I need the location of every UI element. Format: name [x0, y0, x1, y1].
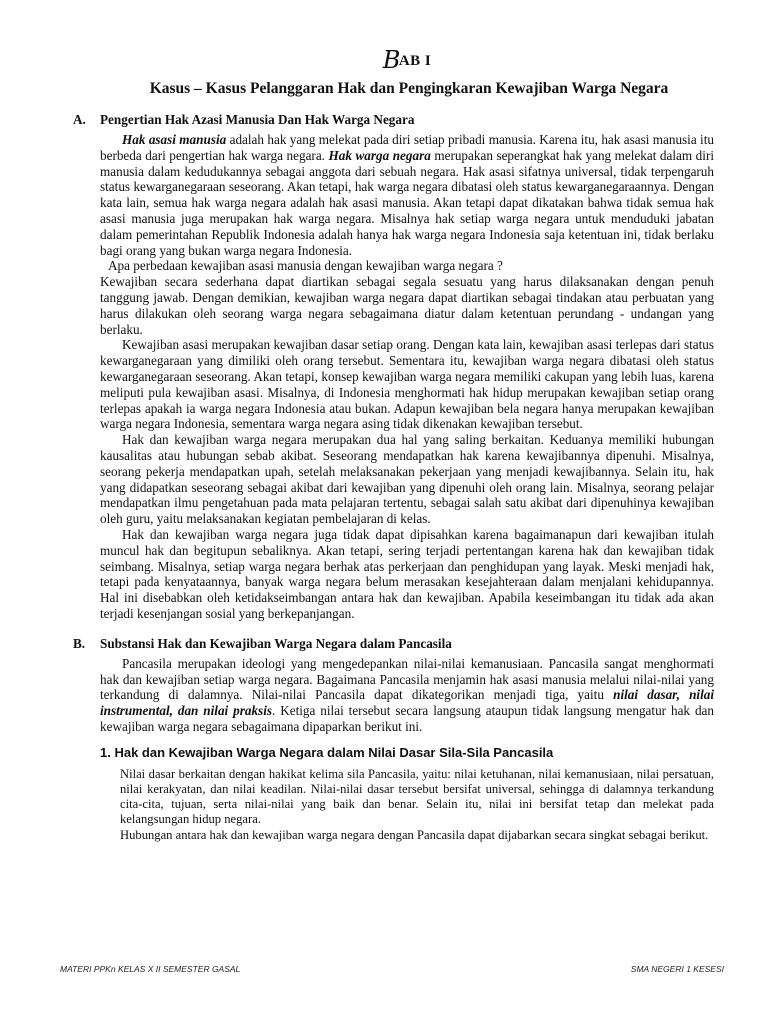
section-a-title: Pengertian Hak Azasi Manusia Dan Hak Warga Negara [100, 112, 415, 127]
section-a-heading [73, 112, 714, 128]
footer-left-text: MATERI PPKn KELAS X II SEMESTER GASAL [60, 964, 241, 974]
section-a-paragraph-1: Hak asasi manusia adalah hak yang melekat pada diri setiap pribadi manusia. Karena itu, hak asasi manusia itu berbeda dari pengertian hak warga negara. Hak warga negara merupakan seperangkat hak yang melekat dalam diri manusia dalam kedudukannya sebagai anggota dari sebuah negara. Hak asasi sifatnya universal, tidak terpengaruh status kewarganegaraan seseorang. Akan tetapi, hak warga negara dibatasi oleh status kewarganegaraannya. Dengan kata lain, semua hak warga negara adalah hak asasi manusia. Akan tetapi dapat dikatakan bahwa tidak semua hak asasi manusia juga merupakan hak warga negara. Misalnya hak setiap warga negara untuk menduduki jabatan dalam pemerintahan Republik Indonesia adalah hanya hak warga negara Indonesia saja ketentuan ini, tidak berlaku bagi orang yang bukan warga negara Indonesia. [100, 132, 714, 258]
chapter-label: AB I [398, 53, 432, 69]
page-footer [60, 964, 724, 974]
subsection-1-paragraph-2: Hubungan antara hak dan kewajiban warga negara dengan Pancasila dapat dijabarkan secara singkat sebagai berikut. [120, 827, 709, 842]
section-a-paragraph-4: Hak dan kewajiban warga negara merupakan dua hal yang saling berkaitan. Keduanya memiliki hubungan kausalitas atau hubungan sebab akibat. Seseorang mendapatkan hak karena kewajibannya dipenuhi. Misalnya, seorang pekerja mendapatkan upah, setelah melaksanakan pekerjaan yang menjadi kewajibannya. Selain itu, hak yang didapatkan seseorang sebagai akibat dari kewajiban yang dipenuhi oleh orang lain. Misalnya, seorang pelajar mendapatkan ilmu pengetahuan pada mata pelajaran tertentu, sebagai salah satu akibat dari dipenuhinya kewajiban oleh guru, yaitu melaksanakan kegiatan pembelajaran di kelas. [100, 432, 714, 527]
section-a-letter: A. [73, 112, 86, 127]
section-b-paragraph-1: Pancasila merupakan ideologi yang mengedepankan nilai-nilai kemanusiaan. Pancasila sangat menghormati hak dan kewajiban setiap warga negara. Bagaimana Pancasila menjamin hak asasi manusia melalui nilai-nilai yang terkandung di dalamnya. Nilai-nilai Pancasila dapat dikategorikan menjadi tiga, yaitu nilai dasar, nilai instrumental, dan nilai praksis. Ketiga nilai tersebut secara langsung ataupun tidak langsung mengatur hak dan kewajiban warga negara sebagaimana dipaparkan berikut ini. [100, 655, 714, 734]
term-hak-asasi-manusia: Hak asasi manusia [122, 132, 227, 147]
term-three-values: nilai dasar, nilai instrumental, dan nilai praksis [100, 687, 714, 719]
section-a-paragraph-5: Hak dan kewajiban warga negara juga tidak dapat dipisahkan karena bagaimanapun dari kewajiban itulah muncul hak dan begitupun sebaliknya. Akan tetapi, sering terjadi pertentangan karena hak dan kewajiban tidak seimbang. Misalnya, setiap warga negara berhak atas perkerjaan dan penghidupan yang layak. Meski menjadi hak, tetapi pada kenyataannya, banyak warga negara belum merasakan kesejahteraan dalam menjalani kehidupannya. Hal ini disebabkan oleh ketidakseimbangan antara hak dan kewajiban. Apabila keseimbangan itu tidak ada akan terjadi kesenjangan sosial yang berkepanjangan. [100, 526, 714, 621]
subsection-1-heading: 1. Hak dan Kewajiban Warga Negara dalam Nilai Dasar Sila-Sila Pancasila [100, 744, 554, 760]
subsection-1-body [100, 767, 714, 843]
subsection-1-paragraph-1: Nilai dasar berkaitan dengan hakikat kelima sila Pancasila, yaitu: nilai ketuhanan, nilai kemanusiaan, nilai persatuan, nilai kerakyatan, dan nilai keadilan. Nilai-nilai dasar tersebut bersifat universal, sehingga di dalamnya terkandung cita-cita, tujuan, serta nilai-nilai yang baik dan benar. Selain itu, nilai ini bersifat tetap dan melekat pada kelangsungan hidup negara. [120, 766, 714, 827]
section-b-heading [73, 636, 714, 652]
footer-right-text: SMA NEGERI 1 KESESI [630, 964, 724, 974]
term-hak-warga-negara: Hak warga negara [328, 147, 431, 163]
chapter-decorative-initial: B [382, 46, 401, 74]
section-a-question: Apa perbedaan kewajiban asasi manusia dengan kewajiban warga negara ? [108, 258, 503, 274]
section-b-letter: B. [73, 635, 86, 651]
page-title: Kasus – Kasus Pelanggaran Hak dan Pengingkaran Kewajiban Warga Negara [149, 80, 669, 97]
section-b-title: Substansi Hak dan Kewajiban Warga Negara dalam Pancasila [100, 635, 452, 651]
section-a-paragraph-3: Kewajiban asasi merupakan kewajiban dasar setiap orang. Dengan kata lain, kewajiban asasi terlepas dari status kewarganegaraan yang dimiliki oleh orang tersebut. Sementara itu, kewajiban warga negara dibatasi oleh status kewarganegaraan seseorang. Akan tetapi, konsep kewajiban warga negara memiliki cakupan yang lebih luas, karena meliputi pula kewajiban asasi. Misalnya, di Indonesia menghormati hak hidup merupakan kewajiban setiap orang terlepas apakah ia warga negara Indonesia atau bukan. Adapun kewajiban bela negara hanya merupakan kewajiban warga negara Indonesia, sementara warga negara asing tidak dikenakan kewajiban tersebut. [100, 337, 714, 432]
section-a-paragraph-2: Kewajiban secara sederhana dapat diartikan sebagai segala sesuatu yang harus dilaksanakan dengan penuh tanggung jawab. Dengan demikian, kewajiban warga negara dapat diartikan sebagai tindakan atau perbuatan yang harus dilakukan oleh seorang warga negara sebagaimana diatur dalam ketentuan perundang - undangan yang berlaku. [100, 274, 714, 337]
document-page [73, 46, 714, 843]
chapter-heading [100, 46, 714, 74]
